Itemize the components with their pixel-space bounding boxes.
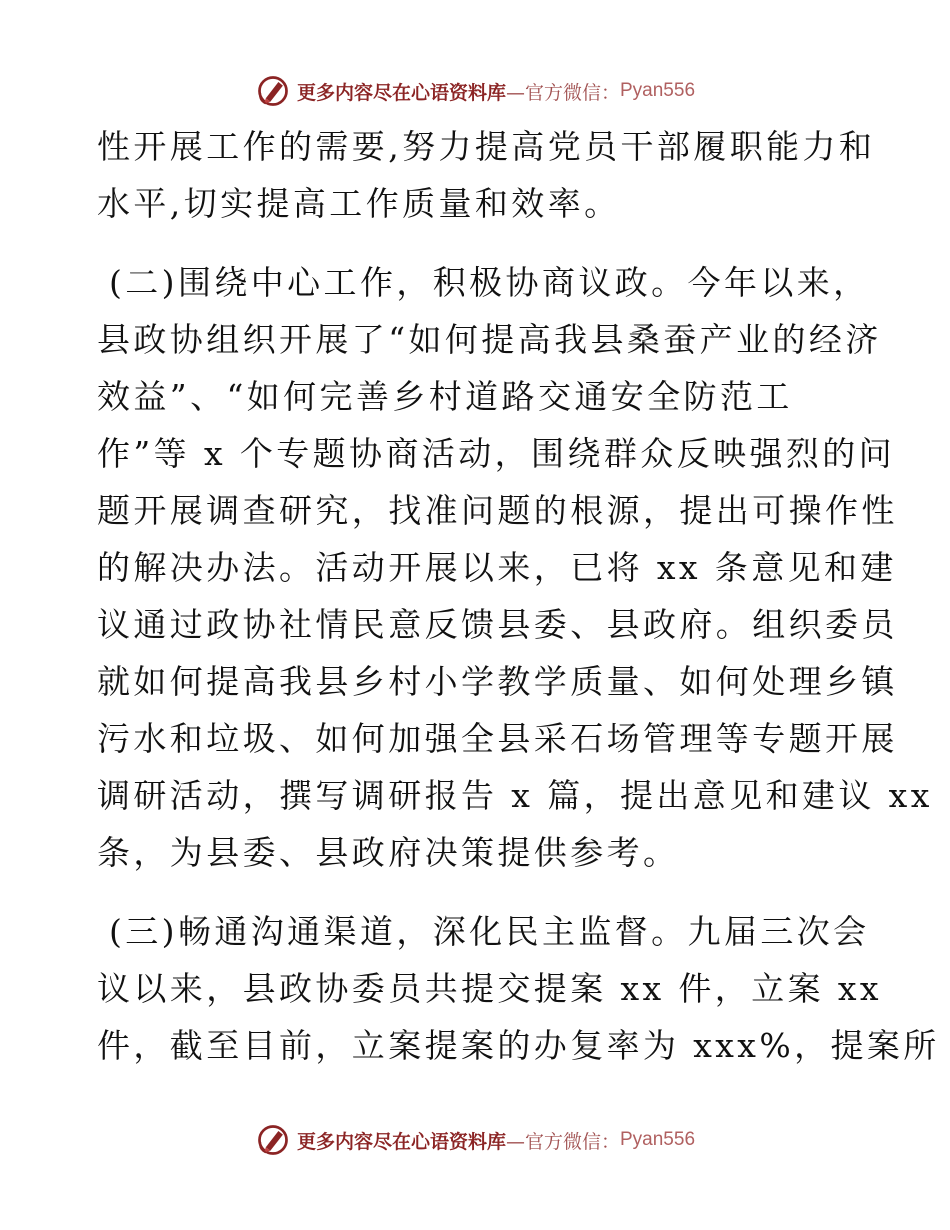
text-line: 县政协组织开展了“如何提高我县桑蚕产业的经济 xyxy=(97,320,882,359)
text-line: 水平,切实提高工作质量和效率。 xyxy=(97,184,621,223)
text-line: 条，为县委、县政府决策提供参考。 xyxy=(97,833,680,872)
text-line: 就如何提高我县乡村小学教学质量、如何处理乡镇 xyxy=(97,662,898,701)
text-line: 件，截至目前，立案提案的办复率为 xxx%，提案所 xyxy=(97,1026,940,1065)
header-watermark xyxy=(0,71,950,111)
document-body xyxy=(97,118,940,1074)
paragraph-2 xyxy=(97,254,933,881)
footer-watermark xyxy=(0,1120,950,1160)
text-line: 污水和垃圾、如何加强全县采石场管理等专题开展 xyxy=(97,719,898,758)
paragraph-3 xyxy=(97,903,940,1074)
watermark-wechat-id: Pyan556 xyxy=(620,80,696,101)
pen-logo-icon xyxy=(255,73,291,109)
watermark-separator-text: —官方微信： xyxy=(505,81,620,104)
text-line: 调研活动，撰写调研报告 x 篇，提出意见和建议 xx xyxy=(97,776,933,815)
watermark-wechat-id: Pyan556 xyxy=(620,1129,696,1150)
watermark-separator-text: —官方微信： xyxy=(505,1130,620,1153)
paragraph-1 xyxy=(97,118,876,232)
text-line: 作”等 x 个专题协商活动，围绕群众反映强烈的问 xyxy=(97,434,896,473)
text-line: 的解决办法。活动开展以来，已将 xx 条意见和建 xyxy=(97,548,897,587)
pen-logo-icon xyxy=(255,1122,291,1158)
watermark-main-text: 更多内容尽在心语资料库 xyxy=(296,81,506,104)
watermark-main-text: 更多内容尽在心语资料库 xyxy=(296,1130,506,1153)
text-line: 性开展工作的需要,努力提高党员干部履职能力和 xyxy=(97,127,876,166)
text-line: 题开展调查研究，找准问题的根源，提出可操作性 xyxy=(97,491,898,530)
text-line: 议以来，县政协委员共提交提案 xx 件，立案 xx xyxy=(97,969,882,1008)
text-line: (三)畅通沟通渠道，深化民主监督。九届三次会 xyxy=(109,912,870,951)
text-line: 议通过政协社情民意反馈县委、县政府。组织委员 xyxy=(97,605,898,644)
text-line: (二)围绕中心工作，积极协商议政。今年以来， xyxy=(109,263,870,302)
text-line: 效益”、“如何完善乡村道路交通安全防范工 xyxy=(97,377,793,416)
